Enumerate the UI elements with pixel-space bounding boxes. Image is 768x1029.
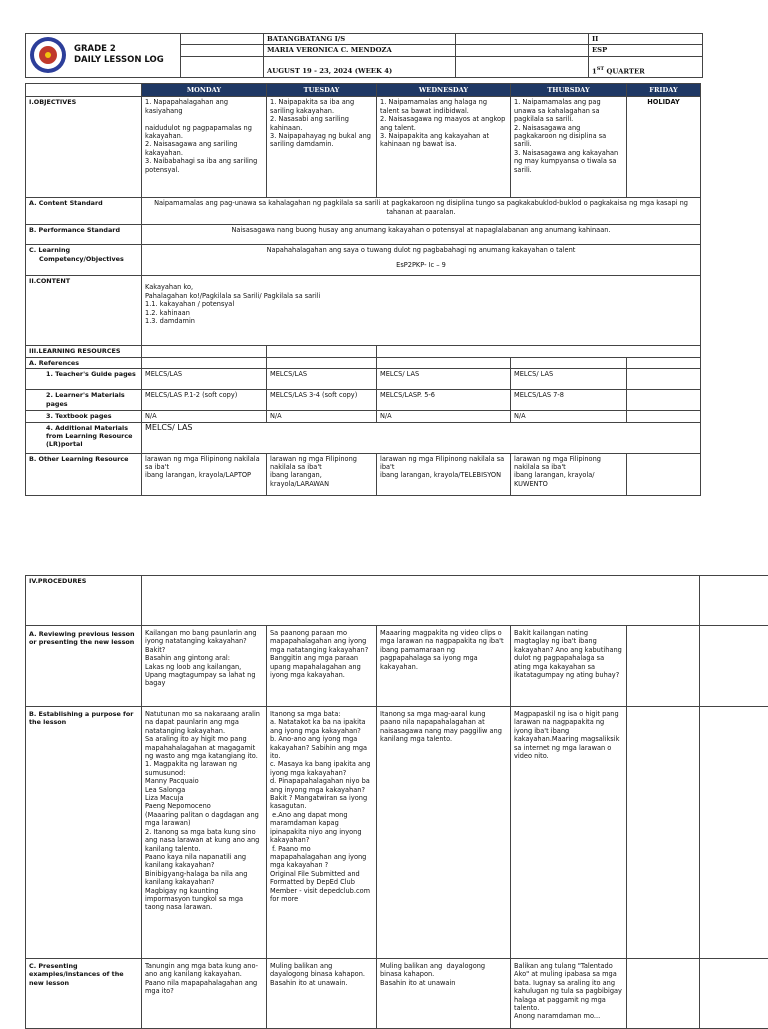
learners-wednesday: MELCS/LASP. 5-6 <box>377 390 511 411</box>
grade-level-value: II <box>589 34 703 45</box>
textbook-monday: N/A <box>142 411 267 422</box>
quarter-text: QUARTER <box>604 67 645 76</box>
presenting-label: C. Presenting examples/instances of the new lesson <box>26 959 142 1029</box>
header-block <box>25 33 703 78</box>
learning-resources-label: III.LEARNING RESOURCES <box>26 346 142 357</box>
teachers-guide-label: 1. Teacher's Guide pages <box>26 369 142 390</box>
empty-cell <box>700 959 768 1029</box>
dates-label-line2: Time: <box>240 66 259 75</box>
day-friday: FRIDAY <box>627 84 701 97</box>
reviewing-label: A. Reviewing previous lesson or presenting the new lesson <box>26 626 142 707</box>
establishing-wednesday: Itanong sa mga mag-aaral kung paano nila napapahalagahan at naisasagawa nang may paggiliw ang kanilang mga talento. <box>377 707 511 959</box>
textbook-wednesday: N/A <box>377 411 511 422</box>
empty-cell <box>700 576 768 626</box>
empty-cell <box>627 357 701 368</box>
textbook-label: 3. Textbook pages <box>26 411 142 422</box>
procedures-label: IV.PROCEDURES <box>26 576 142 626</box>
content-text: Kakayahan ko, Pahalagahan ko!/Pagkilala sa Sarili/ Pagkilala sa sarili 1.1. kakayahan / potensyal 1.2. kahinaan 1.3. damdamin <box>142 276 701 346</box>
empty-cell <box>627 411 701 422</box>
reviewing-thursday: Bakit kailangan nating magtaglay ng iba't ibang kakayahan? Ano ang kabutihang dulot ng pagpapahalaga sa ating mga kakayahan sa ikatatagumpay ng ating buhay? <box>511 626 627 707</box>
establishing-thursday: Magpapaskil ng isa o higit pang larawan na nagpapakita ng iyong iba't ibang kakayahan.Maaring magsaliksik sa internet ng mga larawan o video nito. <box>511 707 627 959</box>
learners-monday: MELCS/LAS P.1-2 (soft copy) <box>142 390 267 411</box>
performance-standard-label: B. Performance Standard <box>26 225 142 245</box>
competency-description: Napahahalagahan ang saya o tuwang dulot ng pagbabahagi ng anumang kakayahan o talent <box>266 246 576 255</box>
dates-label-line1: Teaching Dates and <box>190 57 254 66</box>
competency-label <box>26 245 142 276</box>
learners-thursday: MELCS/LAS 7-8 <box>511 390 627 411</box>
reviewing-wednesday: Maaaring magpakita ng video clips o mga larawan na nagpapakita ng iba't ibang pamamaraan ng pagpapahalaga sa iyong mga kakayahan. <box>377 626 511 707</box>
corner-cell <box>26 84 142 97</box>
objectives-wednesday: 1. Naipamamalas ang halaga ng talent sa bawat indibidwal. 2. Naisasagawa ng maayos at angkop ang talent. 3. Naipapakita ang kakayahan at kahinaan ng bawat isa. <box>377 97 511 198</box>
teachers-guide-monday: MELCS/LAS <box>142 369 267 390</box>
presenting-thursday: Balikan ang tulang "Talentado Ako" at muling ipabasa sa mga bata. Iugnay sa araling ito ang kahulugan ng tula sa pagbibigay halaga at paggamit ng mga talento. Anong naramdaman mo... <box>511 959 627 1029</box>
empty-cell <box>700 626 768 707</box>
empty-cell <box>627 626 700 707</box>
other-wednesday: larawan ng mga Filipinong nakilala sa iba't ibang larangan, krayola/TELEBISYON <box>377 453 511 495</box>
day-tuesday: TUESDAY <box>267 84 377 97</box>
day-wednesday: WEDNESDAY <box>377 84 511 97</box>
objectives-thursday: 1. Naipamamalas ang pag unawa sa kahalagahan sa pagkilala sa sarili. 2. Naisasagawa ang pagkakaroon ng disiplina sa sarili. 3. Naisasagawa ang kakayahan ng may kumpyansa o tiwala sa sarili. <box>511 97 627 198</box>
empty-cell <box>700 707 768 959</box>
log-title: DAILY LESSON LOG <box>74 55 164 66</box>
presenting-wednesday: Muling balikan ang dayalogong binasa kahapon. Basahin ito at unawain <box>377 959 511 1029</box>
empty-cell <box>377 346 701 357</box>
quarter-superscript: ST <box>596 66 605 73</box>
objectives-tuesday: 1. Naipapakita sa iba ang sariling kakayahan. 2. Nasasabi ang sariling kahinaan. 3. Naipapahayag ng bukal ang sariling damdamin. <box>267 97 377 198</box>
empty-cell <box>627 369 701 390</box>
lesson-table <box>25 83 701 496</box>
quarter-number: 1 <box>592 67 597 76</box>
presenting-tuesday: Muling balikan ang dayalogong binasa kahapon. Basahin ito at unawain. <box>267 959 377 1029</box>
empty-cell <box>627 453 701 495</box>
other-tuesday: larawan ng mga Filipinong nakilala sa iba't ibang larangan, krayola/LARAWAN <box>267 453 377 495</box>
empty-cell <box>377 357 511 368</box>
grade-title: GRADE 2 <box>74 44 116 55</box>
competency-text <box>142 245 701 276</box>
deped-seal-icon <box>30 37 66 73</box>
other-thursday: larawan ng mga Filipinong nakilala sa iba't ibang larangan, krayola/ KUWENTO <box>511 453 627 495</box>
empty-cell <box>267 357 377 368</box>
competency-label-line2: Competency/Objectives <box>39 254 124 263</box>
other-monday: larawan ng mga Filipinong nakilala sa iba't ibang larangan, krayola/LAPTOP <box>142 453 267 495</box>
teacher-label: Teacher: <box>181 45 264 56</box>
empty-cell <box>267 346 377 357</box>
content-label: II.CONTENT <box>26 276 142 346</box>
dates-label <box>181 56 264 77</box>
empty-cell <box>511 357 627 368</box>
quarter-label: Quarter: <box>456 56 589 77</box>
procedures-table <box>25 575 768 1029</box>
grade-level-label: Grade Level: <box>456 34 589 45</box>
quarter-value <box>589 56 703 77</box>
other-resources-label: B. Other Learning Resource <box>26 453 142 495</box>
empty-cell <box>142 576 700 626</box>
establishing-monday: Natutunan mo sa nakaraang aralin na dapat paunlarin ang mga natatanging kakayahan. Sa araling ito ay higit mo pang mapahahalagahan at magagamit ng wasto ang mga katangiang ito. 1. Magpakita ng larawan ng sumusunod: Manny Pacquaio Lea Salonga Liza Macuja Paeng Nepomoceno (Maaaring palitan o dagdagan ang mga larawan) 2. Itanong sa mga bata kung sino ang nasa larawan at kung ano ang kanilang talento. Paano kaya nila napanatili ang kanilang kakayahan? Binibigyang-halaga ba nila ang kanilang kakayahan? Magbigay ng kaunting impormasyon tungkol sa mga taong nasa larawan. <box>142 707 267 959</box>
performance-standard-text: Naisasagawa nang buong husay ang anumang kakayahan o potensyal at napaglalabanan ang anumang kahinaan. <box>142 225 701 245</box>
learning-area-label: Learning Area: <box>456 45 589 56</box>
objectives-monday: 1. Napapahalagahan ang kasiyahang naidudulot ng pagpapamalas ng kakayahan. 2. Naisasagawa ang sariling kakayahan. 3. Naibabahagi sa iba ang sariling potensyal. <box>142 97 267 198</box>
learners-tuesday: MELCS/LAS 3-4 (soft copy) <box>267 390 377 411</box>
content-standard-label: A. Content Standard <box>26 198 142 225</box>
textbook-tuesday: N/A <box>267 411 377 422</box>
reviewing-tuesday: Sa paanong paraan mo mapapahalagahan ang iyong mga natatanging kakayahan? Banggitin ang mga paraan upang mapahalagahan ang iyong mga kakayahan. <box>267 626 377 707</box>
establishing-label: B. Establishing a purpose for the lesson <box>26 707 142 959</box>
references-label: A. References <box>26 357 142 368</box>
presenting-monday: Tanungin ang mga bata kung ano-ano ang kanilang kakayahan. Paano nila mapapahalagahan ang mga ito? <box>142 959 267 1029</box>
learning-area-value: ESP <box>589 45 703 56</box>
logo-title-cell <box>26 34 181 78</box>
teachers-guide-tuesday: MELCS/LAS <box>267 369 377 390</box>
textbook-thursday: N/A <box>511 411 627 422</box>
content-standard-text: Naipamamalas ang pag-unawa sa kahalagahan ng pagkilala sa sarili at pagkakaroon ng disiplina tungo sa pagkakabuklod-buklod o pagkakaisa ng mga kasapi ng tahanan at paaralan. <box>142 198 701 225</box>
objectives-friday: HOLIDAY <box>627 97 701 198</box>
school-value: BATANGBATANG I/S <box>264 34 456 45</box>
teacher-value: MARIA VERONICA C. MENDOZA <box>264 45 456 56</box>
empty-cell <box>627 707 700 959</box>
school-label: School: <box>181 34 264 45</box>
teachers-guide-wednesday: MELCS/ LAS <box>377 369 511 390</box>
competency-label-line1: C. Learning <box>29 246 71 255</box>
dates-value: AUGUST 19 - 23, 2024 (WEEK 4) <box>264 56 456 77</box>
additional-materials-label: 4. Additional Materials from Learning Resource (LR)portal <box>26 422 142 453</box>
empty-cell <box>627 390 701 411</box>
reviewing-monday: Kailangan mo bang paunlarin ang iyong natatanging kakayahan? Bakit? Basahin ang gintong aral: Lakas ng loob ang kailangan, Upang magtagumpay sa lahat ng bagay <box>142 626 267 707</box>
day-monday: MONDAY <box>142 84 267 97</box>
empty-cell <box>142 357 267 368</box>
day-thursday: THURSDAY <box>511 84 627 97</box>
objectives-label: I.OBJECTIVES <box>26 97 142 198</box>
learners-materials-label: 2. Learner's Materials pages <box>26 390 142 411</box>
additional-materials-text: MELCS/ LAS <box>142 422 701 453</box>
competency-code: EsP2PKP- Ic – 9 <box>396 260 446 269</box>
empty-cell <box>142 346 267 357</box>
establishing-tuesday: Itanong sa mga bata: a. Natatakot ka ba na ipakita ang iyong mga kakayahan? b. Ano-ano ang iyong mga kakayahan? Sabihin ang mga ito. c. Masaya ka bang ipakita ang iyong mga kakayahan? d. Pinapapahalagahan niyo ba ang inyong mga kakayahan? Bakit ? Mangatwiran sa iyong kasagutan. e.Ano ang dapat mong maramdaman kapag ipinapakita niyo ang inyong kakayahan? f. Paano mo mapapahalagahan ang iyong mga kakayahan ? Original File Submitted and Formatted by DepEd Club Member - visit depedclub.com for more <box>267 707 377 959</box>
teachers-guide-thursday: MELCS/ LAS <box>511 369 627 390</box>
empty-cell <box>627 959 700 1029</box>
